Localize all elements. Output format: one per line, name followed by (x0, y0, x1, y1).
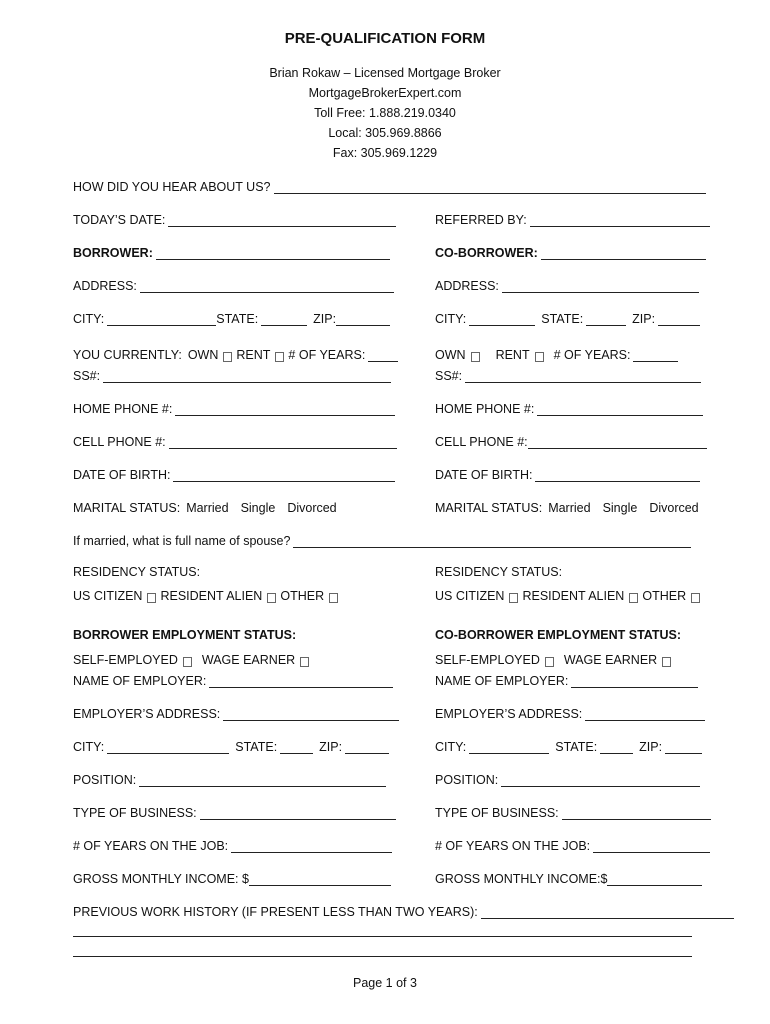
borrower-employment-type-row[interactable] (73, 651, 313, 667)
todays-date-field[interactable] (73, 211, 396, 227)
co-borrower-label: CO-BORROWER: (435, 246, 538, 260)
spouse-name-field[interactable] (73, 532, 691, 548)
position-label: POSITION: (73, 773, 137, 787)
co-resident-alien-checkbox[interactable] (629, 593, 638, 603)
resident-alien-checkbox[interactable] (267, 593, 276, 603)
co-borrower-business-type-field[interactable] (435, 804, 711, 820)
wage-earner-label: WAGE EARNER (201, 653, 296, 667)
zip-label: ZIP: (319, 740, 343, 754)
dob-label: DATE OF BIRTH: (435, 468, 533, 482)
state-label: STATE: (555, 740, 598, 754)
co-us-citizen-checkbox[interactable] (509, 593, 518, 603)
borrower-housing-row[interactable] (73, 346, 398, 362)
single-option[interactable]: Single (240, 501, 276, 515)
marital-status-label: MARITAL STATUS: (435, 501, 543, 515)
borrower-label: BORROWER: (73, 246, 153, 260)
borrower-employer-name-field[interactable] (73, 672, 393, 688)
employer-name-label: NAME OF EMPLOYER: (435, 674, 569, 688)
borrower-position-input[interactable] (139, 773, 386, 787)
cell-phone-label: CELL PHONE #: (73, 435, 166, 449)
borrower-business-type-input[interactable] (200, 806, 396, 820)
hear-about-label: HOW DID YOU HEAR ABOUT US? (73, 180, 271, 194)
other-label: OTHER (280, 589, 325, 603)
hear-about-field[interactable] (73, 178, 706, 194)
co-own-checkbox[interactable] (471, 352, 480, 362)
borrower-address-field[interactable] (73, 277, 394, 293)
borrower-employer-zip-input[interactable] (345, 740, 389, 754)
spouse-name-input[interactable] (293, 534, 691, 548)
co-borrower-residency-row[interactable] (435, 587, 704, 603)
rent-label: RENT (236, 348, 271, 362)
borrower-home-phone-input[interactable] (175, 402, 395, 416)
hear-about-input[interactable] (274, 180, 706, 194)
wage-earner-label: WAGE EARNER (563, 653, 658, 667)
local-phone: Local: 305.969.8866 (328, 126, 442, 140)
borrower-years-job-input[interactable] (231, 839, 392, 853)
years-label: # OF YEARS: (553, 348, 631, 362)
borrower-business-type-field[interactable] (73, 804, 396, 820)
borrower-ss-field[interactable] (73, 367, 391, 383)
co-borrower-city-input[interactable] (469, 312, 535, 326)
borrower-marital-row[interactable] (73, 499, 337, 515)
cell-phone-label: CELL PHONE #: (435, 435, 528, 449)
co-borrower-marital-row[interactable] (435, 499, 699, 515)
page-number: Page 1 of 3 (353, 976, 417, 990)
co-borrower-cell-phone-input[interactable] (528, 435, 707, 449)
co-borrower-position-field[interactable] (435, 771, 700, 787)
co-borrower-employer-address-field[interactable] (435, 705, 705, 721)
co-borrower-employer-zip-input[interactable] (665, 740, 702, 754)
co-borrower-ss-input[interactable] (465, 369, 701, 383)
city-label: CITY: (73, 312, 105, 326)
self-employed-checkbox[interactable] (183, 657, 192, 667)
zip-label: ZIP: (632, 312, 656, 326)
married-option[interactable]: Married (548, 501, 591, 515)
co-borrower-home-phone-field[interactable] (435, 400, 703, 416)
co-borrower-dob-field[interactable] (435, 466, 700, 482)
co-borrower-address-field[interactable] (435, 277, 699, 293)
self-employed-label: SELF-EMPLOYED (435, 653, 540, 667)
city-label: CITY: (435, 740, 467, 754)
borrower-employer-name-input[interactable] (209, 674, 393, 688)
address-label: ADDRESS: (73, 279, 137, 293)
co-borrower-employer-name-input[interactable] (571, 674, 698, 688)
marital-status-label: MARITAL STATUS: (73, 501, 181, 515)
borrower-income-field[interactable] (73, 870, 391, 886)
borrower-input[interactable] (156, 246, 390, 260)
spouse-name-label: If married, what is full name of spouse? (73, 534, 291, 548)
us-citizen-label: US CITIZEN (435, 589, 505, 603)
borrower-city-row[interactable] (73, 310, 390, 326)
co-rent-checkbox[interactable] (535, 352, 544, 362)
years-label: # OF YEARS: (288, 348, 366, 362)
city-label: CITY: (73, 740, 105, 754)
co-borrower-employment-heading: CO-BORROWER EMPLOYMENT STATUS: (435, 628, 682, 642)
dob-label: DATE OF BIRTH: (73, 468, 171, 482)
other-label: OTHER (642, 589, 687, 603)
previous-work-line-2[interactable] (73, 936, 692, 937)
borrower-dob-field[interactable] (73, 466, 395, 482)
rent-label: RENT (495, 348, 530, 362)
co-borrower-employer-city-row[interactable] (435, 738, 702, 754)
address-label: ADDRESS: (435, 279, 499, 293)
borrower-years-job-field[interactable] (73, 837, 392, 853)
co-borrower-income-input[interactable] (607, 872, 702, 886)
other-checkbox[interactable] (329, 593, 338, 603)
resident-alien-label: RESIDENT ALIEN (522, 589, 625, 603)
rent-checkbox[interactable] (275, 352, 284, 362)
referred-by-input[interactable] (530, 213, 710, 227)
co-borrower-ss-field[interactable] (435, 367, 701, 383)
co-borrower-zip-input[interactable] (658, 312, 700, 326)
co-borrower-employer-city-input[interactable] (469, 740, 549, 754)
gross-income-label: GROSS MONTHLY INCOME: $ (73, 872, 249, 886)
form-title: PRE-QUALIFICATION FORM (284, 30, 486, 47)
referred-by-label: REFERRED BY: (435, 213, 527, 227)
broker-name: Brian Rokaw – Licensed Mortgage Broker (269, 66, 501, 80)
borrower-years-input[interactable] (368, 348, 398, 362)
co-borrower-years-job-field[interactable] (435, 837, 710, 853)
co-residency-status-label: RESIDENCY STATUS: (435, 565, 563, 579)
ss-label: SS#: (73, 369, 101, 383)
co-borrower-position-input[interactable] (501, 773, 700, 787)
co-borrower-employer-name-field[interactable] (435, 672, 698, 688)
co-borrower-input[interactable] (541, 246, 706, 260)
single-option[interactable]: Single (602, 501, 638, 515)
co-borrower-field[interactable] (435, 244, 706, 260)
borrower-address-input[interactable] (140, 279, 394, 293)
home-phone-label: HOME PHONE #: (73, 402, 173, 416)
us-citizen-checkbox[interactable] (147, 593, 156, 603)
ss-label: SS#: (435, 369, 463, 383)
state-label: STATE: (235, 740, 278, 754)
own-label: OWN (187, 348, 219, 362)
co-borrower-employer-state-input[interactable] (600, 740, 633, 754)
co-borrower-home-phone-input[interactable] (537, 402, 703, 416)
co-borrower-business-type-input[interactable] (562, 806, 711, 820)
borrower-employer-city-input[interactable] (107, 740, 229, 754)
previous-work-field[interactable] (73, 903, 734, 919)
borrower-employer-state-input[interactable] (280, 740, 313, 754)
position-label: POSITION: (435, 773, 499, 787)
borrower-ss-input[interactable] (103, 369, 391, 383)
co-borrower-address-input[interactable] (502, 279, 699, 293)
wage-earner-checkbox[interactable] (300, 657, 309, 667)
co-borrower-dob-input[interactable] (535, 468, 700, 482)
co-self-employed-checkbox[interactable] (545, 657, 554, 667)
employer-address-label: EMPLOYER’S ADDRESS: (73, 707, 221, 721)
zip-label: ZIP: (639, 740, 663, 754)
co-other-checkbox[interactable] (691, 593, 700, 603)
residency-status-label: RESIDENCY STATUS: (73, 565, 201, 579)
employer-address-label: EMPLOYER’S ADDRESS: (435, 707, 583, 721)
borrower-income-input[interactable] (249, 872, 391, 886)
co-borrower-city-row[interactable] (435, 310, 700, 326)
employer-name-label: NAME OF EMPLOYER: (73, 674, 207, 688)
borrower-cell-phone-field[interactable] (73, 433, 397, 449)
years-job-label: # OF YEARS ON THE JOB: (73, 839, 229, 853)
borrower-field[interactable] (73, 244, 390, 260)
co-wage-earner-checkbox[interactable] (662, 657, 671, 667)
borrower-zip-input[interactable] (336, 312, 390, 326)
fax-number: Fax: 305.969.1229 (332, 146, 438, 160)
todays-date-input[interactable] (168, 213, 396, 227)
referred-by-field[interactable] (435, 211, 710, 227)
state-label: STATE: (216, 312, 259, 326)
gross-income-label: GROSS MONTHLY INCOME:$ (435, 872, 608, 886)
toll-free-phone: Toll Free: 1.888.219.0340 (314, 106, 456, 120)
co-borrower-employer-address-input[interactable] (585, 707, 705, 721)
co-borrower-housing-row[interactable] (435, 346, 678, 362)
borrower-employer-address-input[interactable] (223, 707, 399, 721)
co-borrower-employment-type-row[interactable] (435, 651, 675, 667)
divorced-option[interactable]: Divorced (287, 501, 337, 515)
resident-alien-label: RESIDENT ALIEN (160, 589, 263, 603)
broker-website: MortgageBrokerExpert.com (308, 86, 462, 100)
borrower-residency-row[interactable] (73, 587, 342, 603)
self-employed-label: SELF-EMPLOYED (73, 653, 178, 667)
todays-date-label: TODAY’S DATE: (73, 213, 166, 227)
zip-label: ZIP: (313, 312, 337, 326)
years-job-label: # OF YEARS ON THE JOB: (435, 839, 591, 853)
state-label: STATE: (541, 312, 584, 326)
borrower-position-field[interactable] (73, 771, 386, 787)
previous-work-label: PREVIOUS WORK HISTORY (IF PRESENT LESS THAN TWO YEARS): (73, 905, 478, 919)
us-citizen-label: US CITIZEN (73, 589, 143, 603)
co-borrower-cell-phone-field[interactable] (435, 433, 707, 449)
previous-work-input[interactable] (481, 905, 734, 919)
business-type-label: TYPE OF BUSINESS: (73, 806, 197, 820)
borrower-city-input[interactable] (107, 312, 216, 326)
city-label: CITY: (435, 312, 467, 326)
divorced-option[interactable]: Divorced (649, 501, 699, 515)
borrower-state-input[interactable] (261, 312, 307, 326)
co-borrower-years-input[interactable] (633, 348, 678, 362)
co-borrower-years-job-input[interactable] (593, 839, 710, 853)
previous-work-line-3[interactable] (73, 956, 692, 957)
borrower-cell-phone-input[interactable] (169, 435, 397, 449)
borrower-employer-address-field[interactable] (73, 705, 399, 721)
borrower-dob-input[interactable] (173, 468, 395, 482)
borrower-home-phone-field[interactable] (73, 400, 395, 416)
borrower-employment-heading: BORROWER EMPLOYMENT STATUS: (73, 628, 297, 642)
co-borrower-income-field[interactable] (435, 870, 702, 886)
home-phone-label: HOME PHONE #: (435, 402, 535, 416)
co-borrower-state-input[interactable] (586, 312, 626, 326)
business-type-label: TYPE OF BUSINESS: (435, 806, 559, 820)
married-option[interactable]: Married (186, 501, 229, 515)
own-checkbox[interactable] (223, 352, 232, 362)
borrower-employer-city-row[interactable] (73, 738, 389, 754)
you-currently-label: YOU CURRENTLY: (73, 348, 182, 362)
own-label: OWN (435, 348, 466, 362)
